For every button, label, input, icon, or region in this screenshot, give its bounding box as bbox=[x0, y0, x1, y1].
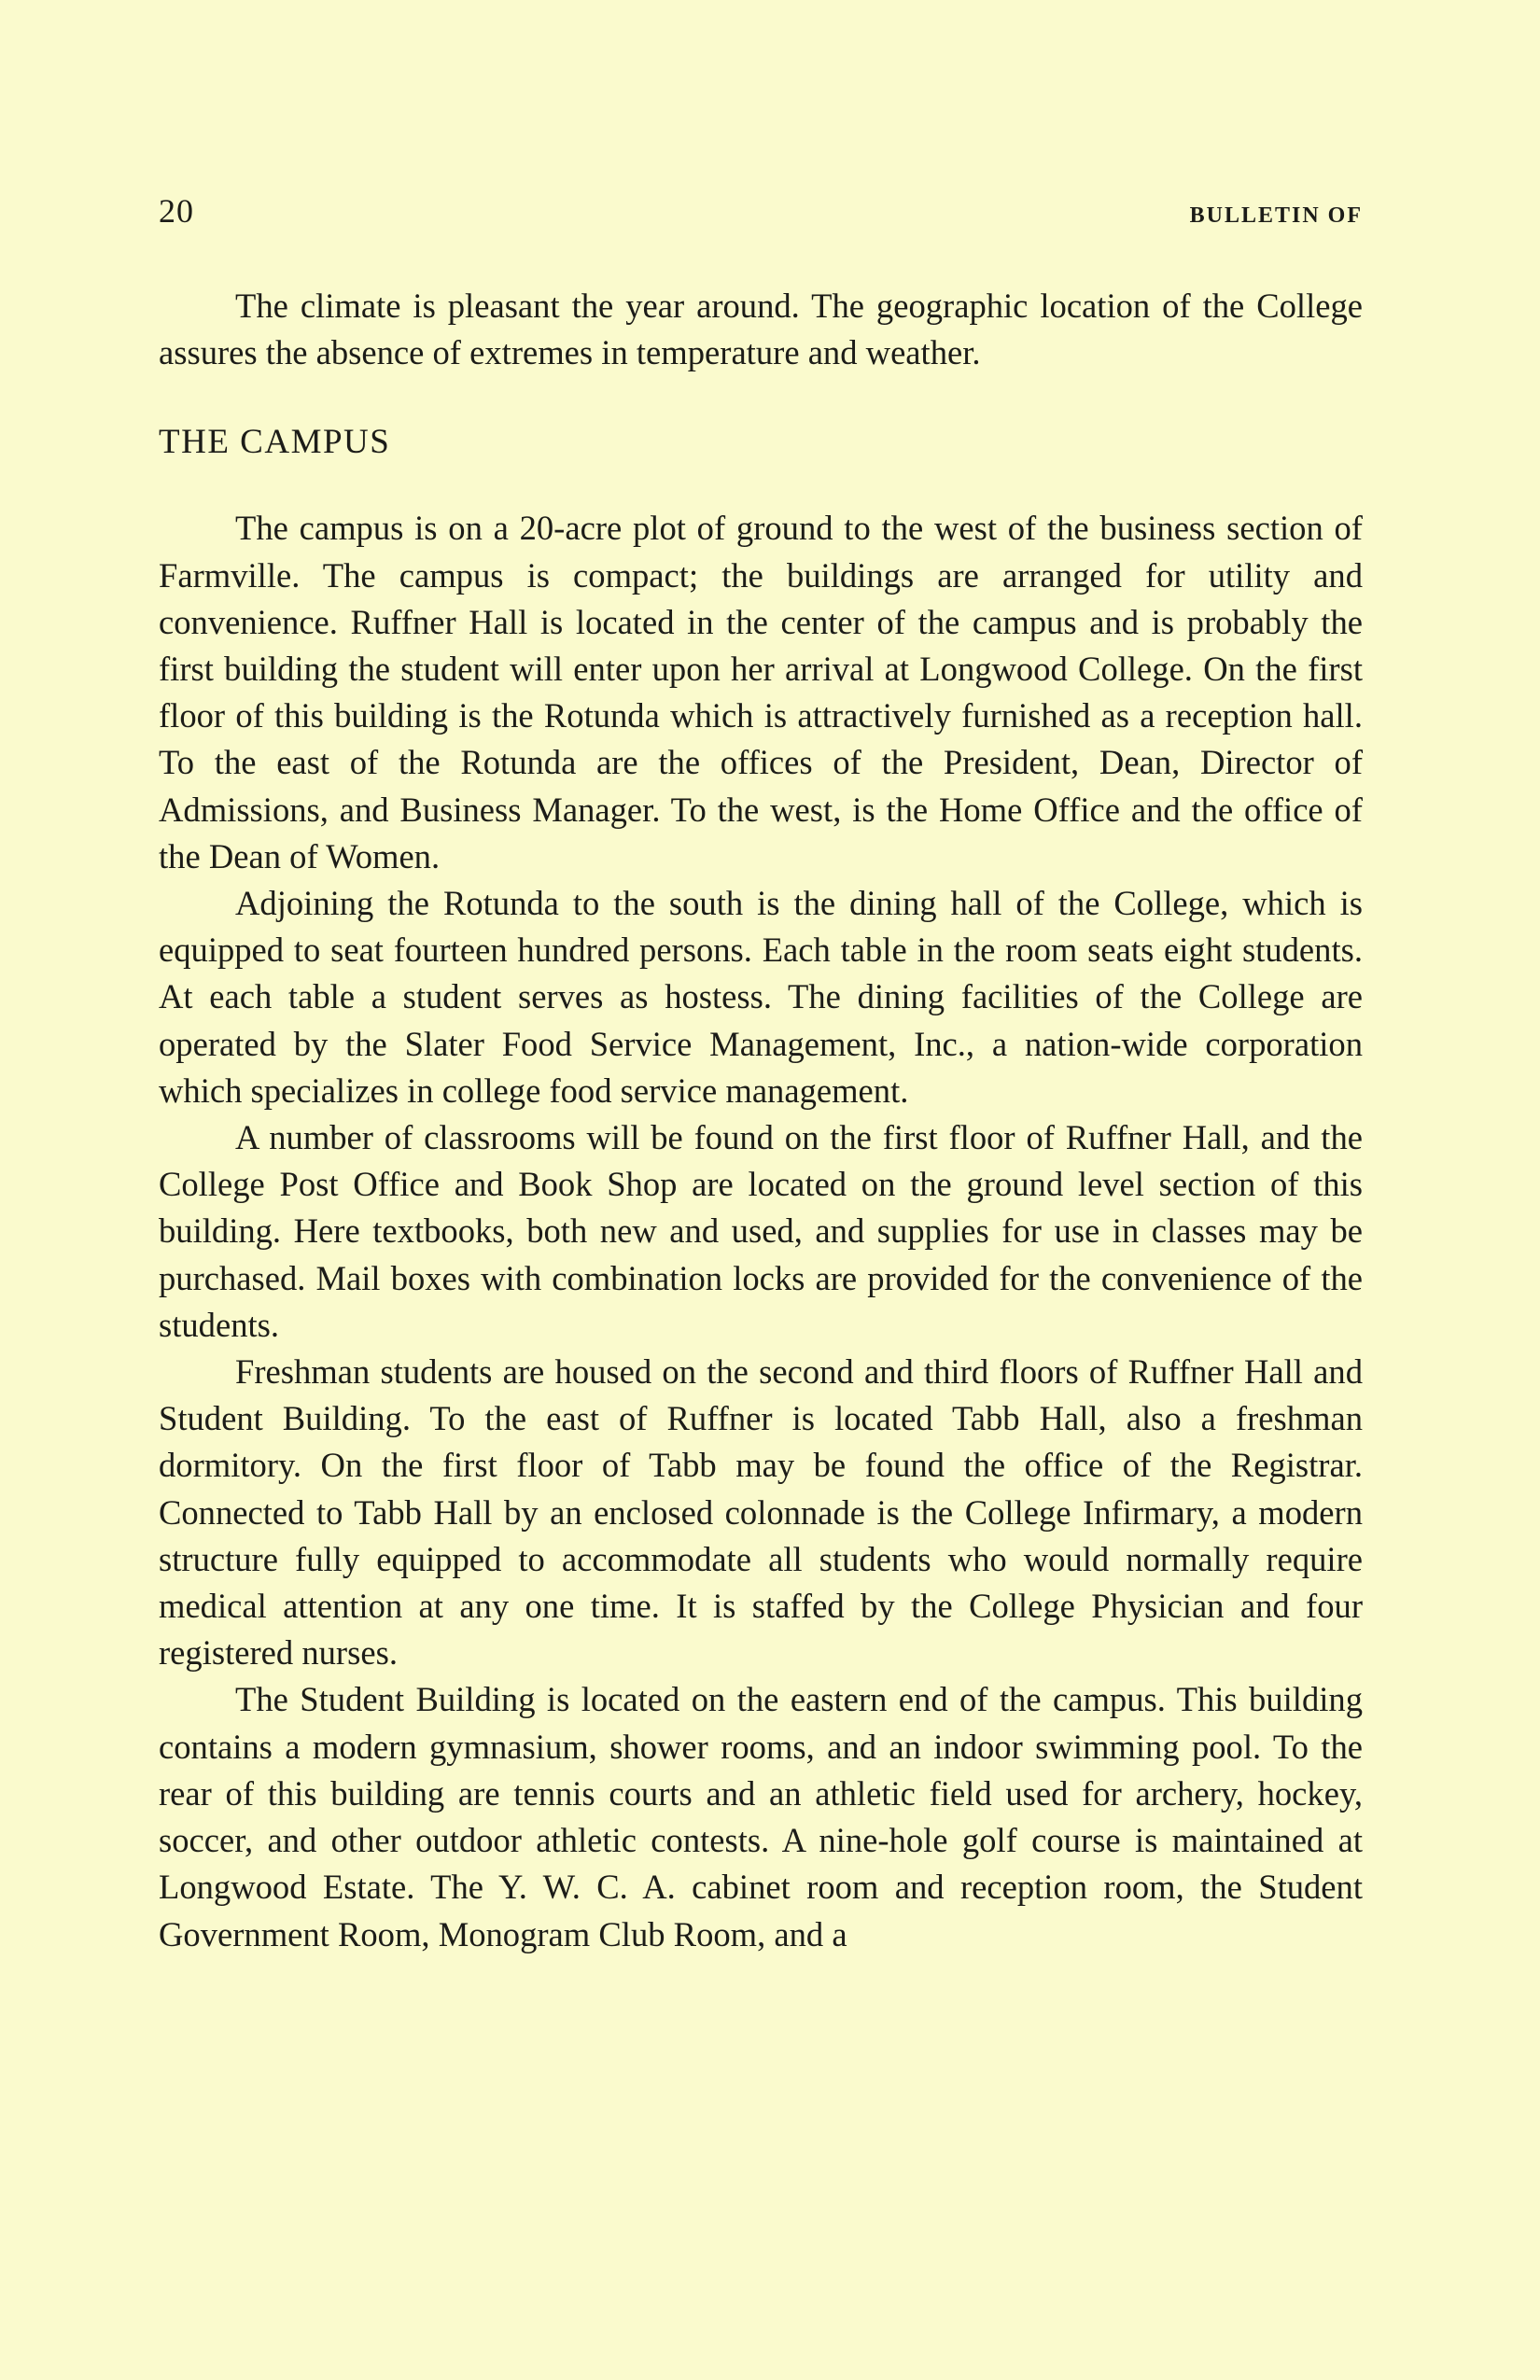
section-body bbox=[159, 505, 1363, 1957]
bulletin-page bbox=[159, 191, 1363, 1958]
paragraph-classrooms: A number of classrooms will be found on the first floor of Ruffner Hall, and the College Post Office and Book Shop are located on the ground level section of this building. Here textbooks, both new and used, and supplies for use in classes may be purchased. Mail boxes with combination locks are provided for the convenience of the students. bbox=[159, 1118, 1363, 1344]
paragraph-dining-hall: Adjoining the Rotunda to the south is the dining hall of the College, which is equipped to seat fourteen hundred persons. Each table in the room seats eight students. At each table a student serves as hostess. The dining facilities of the College are operated by the Slater Food Service Management, Inc., a nation-wide corporation which specializes in college food service management. bbox=[159, 884, 1363, 1110]
paragraph-student-building: The Student Building is located on the eastern end of the campus. This building contains a modern gymnasium, shower rooms, and an indoor swimming pool. To the rear of this building are tennis courts and an athletic field used for archery, hockey, soccer, and other outdoor athletic contests. A nine-hole golf course is maintained at Longwood Estate. The Y. W. C. A. cabinet room and reception room, the Student Government Room, Monogram Club Room, and a bbox=[159, 1680, 1363, 1953]
intro-block bbox=[159, 283, 1363, 376]
running-head bbox=[159, 191, 1363, 238]
paragraph-dormitories: Freshman students are housed on the second and third floors of Ruffner Hall and Student Building. To the east of Ruffner is located Tabb Hall, also a freshman dormitory. On the first floor of Tabb may be found the office of the Registrar. Connected to Tabb Hall by an enclosed colonnade is the College Infirmary, a modern structure fully equipped to accommodate all students who would normally require medical attention at any one time. It is staffed by the College Physician and four registered nurses. bbox=[159, 1352, 1363, 1673]
page-number: 20 bbox=[159, 192, 194, 230]
section-heading: THE CAMPUS bbox=[159, 423, 391, 462]
paragraph-campus-overview: The campus is on a 20-acre plot of ground to the west of the business section of Farmville. The campus is compact; the buildings are arranged for utility and convenience. Ruffner Hall is located in the center of the campus and is probably the first building the student will enter upon her arrival at Longwood College. On the first floor of this building is the Rotunda which is attractively furnished as a reception hall. To the east of the Rotunda are the offices of the President, Dean, Director of Admissions, and Business Manager. To the west, is the Home Office and the office of the Dean of Women. bbox=[159, 509, 1363, 875]
intro-paragraph: The climate is pleasant the year around. The geographic location of the College assures the absence of extremes in temperature and weather. bbox=[159, 287, 1363, 372]
running-title: BULLETIN OF bbox=[1189, 203, 1363, 228]
